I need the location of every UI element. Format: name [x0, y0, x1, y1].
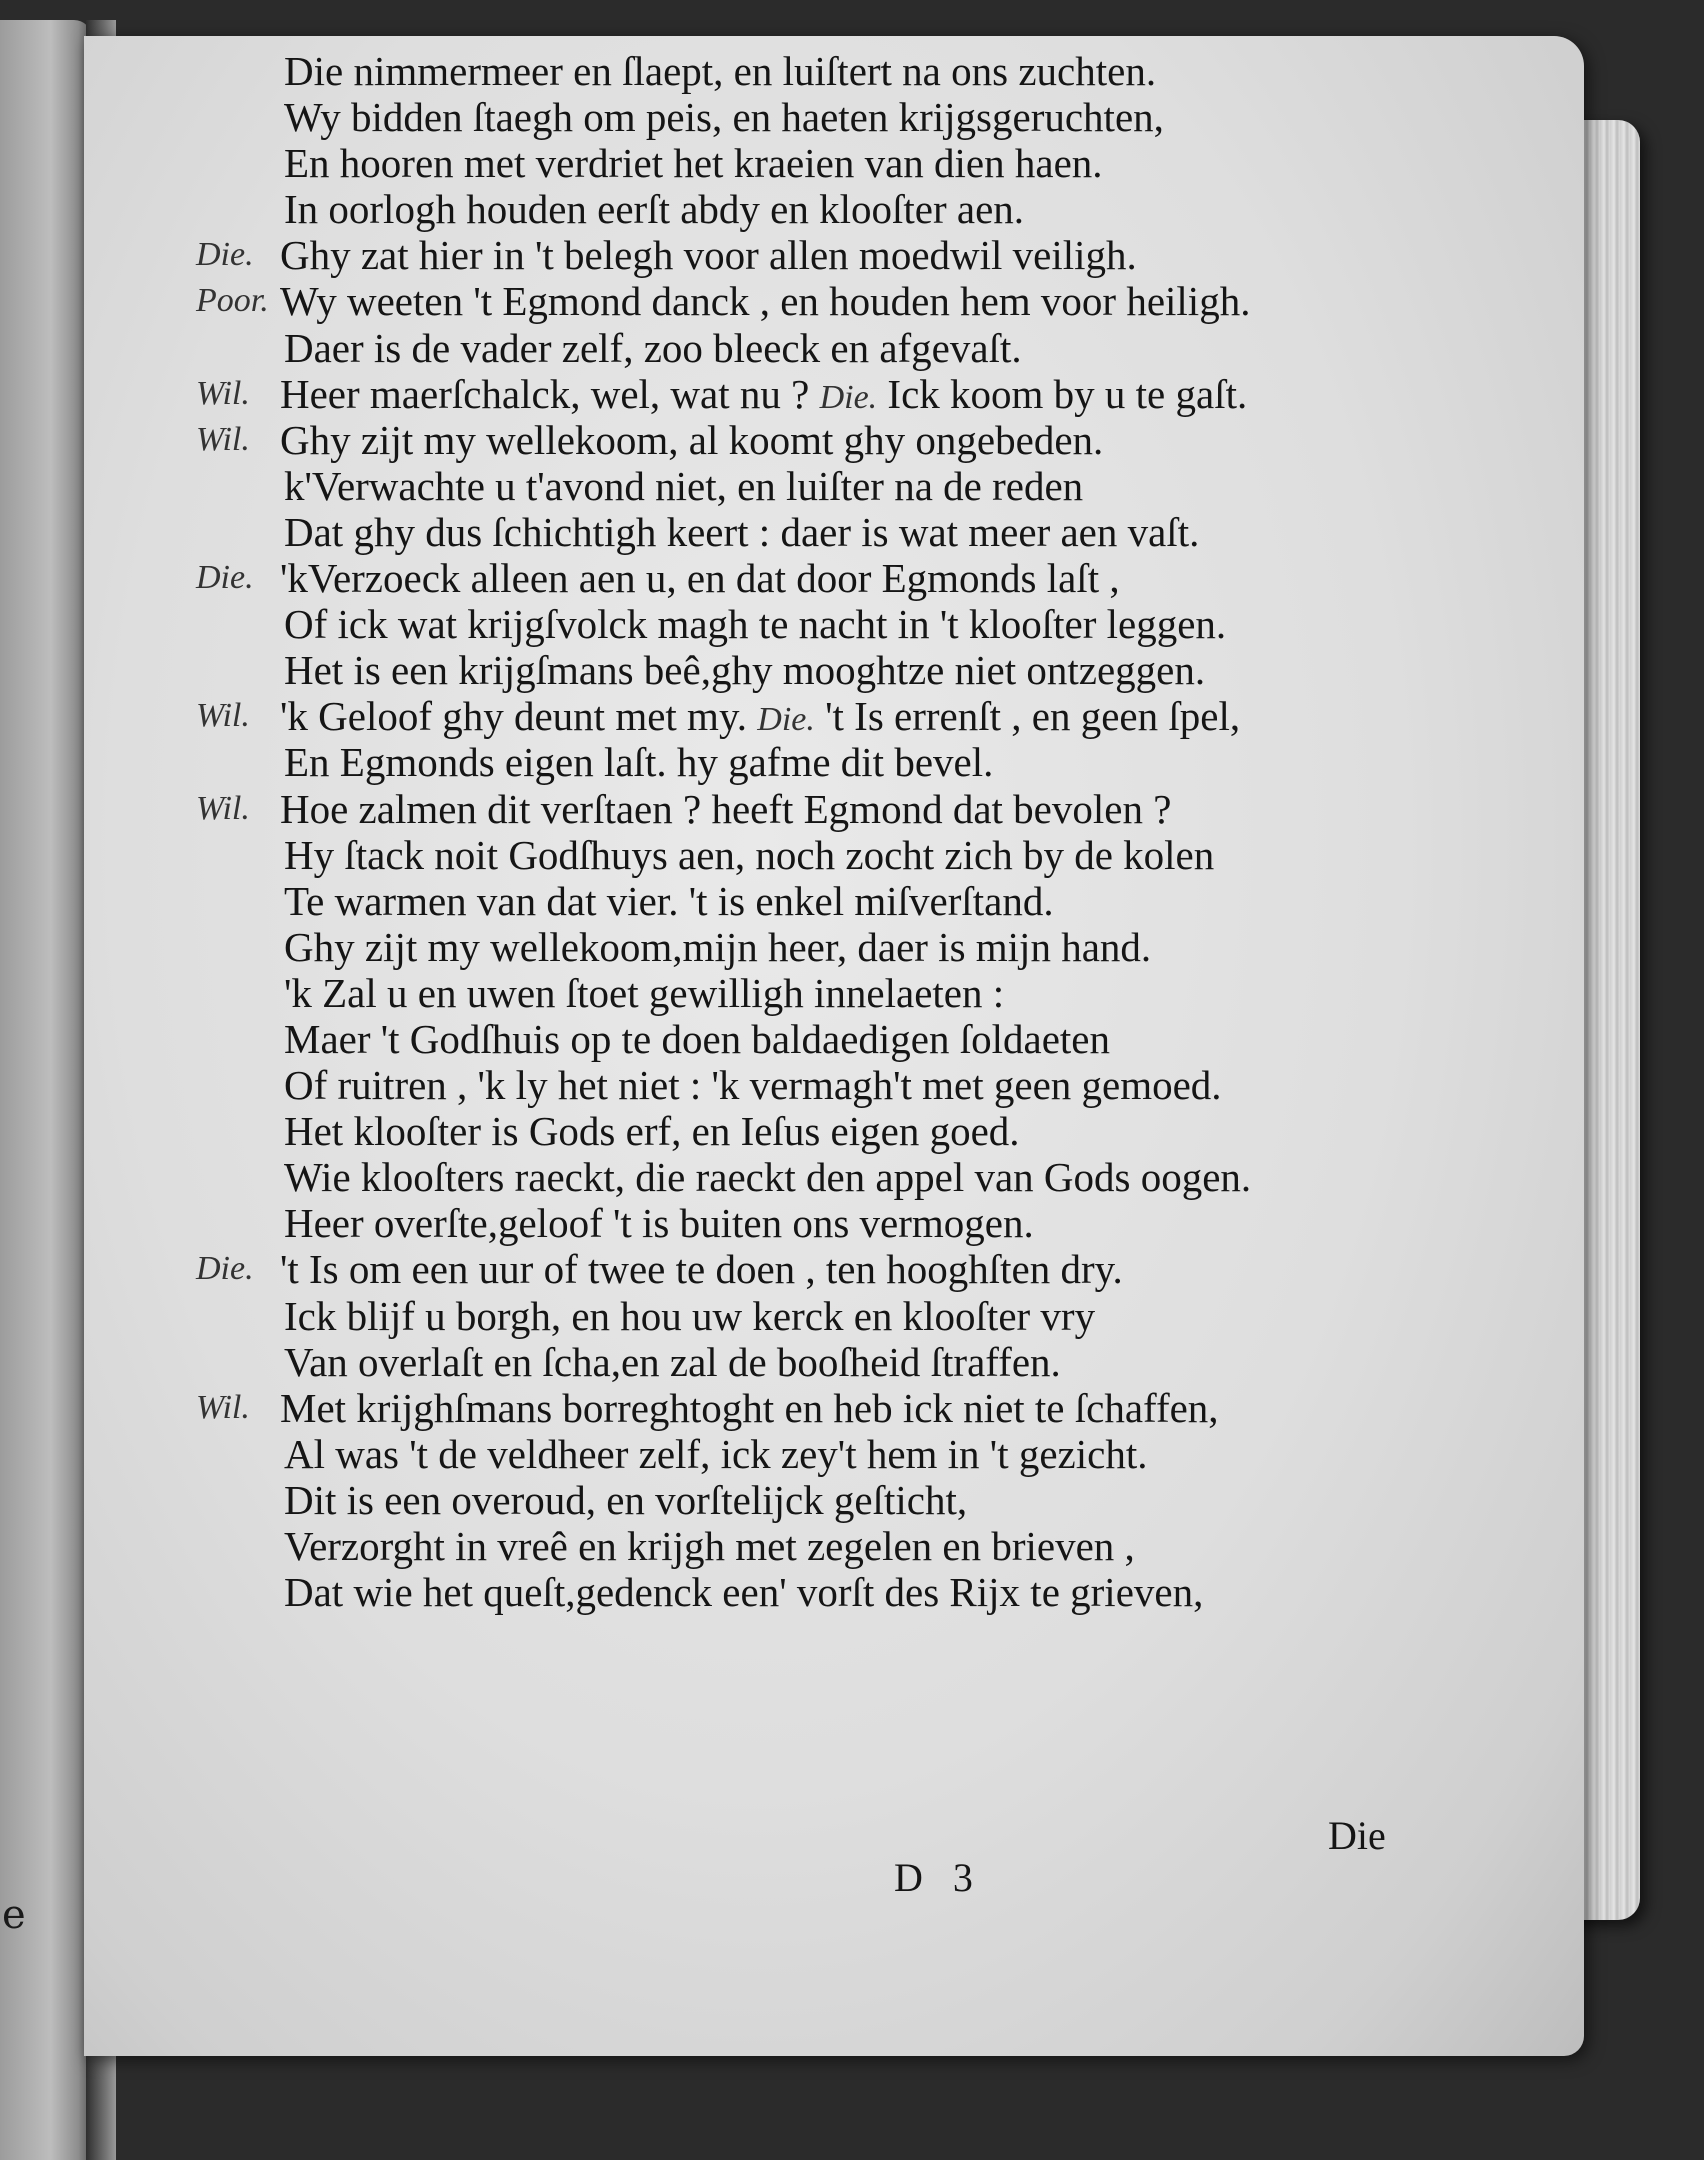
verse-line [196, 278, 1496, 324]
speaker-label: Die. [196, 1250, 254, 1288]
verse-text: Het is een krijgſmans beê,ghy mooghtze niet ontzeggen. [284, 647, 1206, 694]
catchword: Die [1328, 1813, 1386, 1858]
verse-line-content [284, 463, 1083, 509]
verse-line-content [284, 1477, 967, 1523]
verse-line [196, 1339, 1496, 1385]
verse-line [196, 1569, 1496, 1615]
verse-text: Of ruitren , 'k ly het niet : 'k vermagh't met geen gemoed. [284, 1062, 1222, 1109]
verse-line-content [284, 1200, 1034, 1246]
verse-line-content [280, 371, 1247, 421]
verse-line-content [284, 832, 1214, 878]
verse-line [196, 878, 1496, 924]
verse-line-content [284, 1154, 1251, 1200]
verse-line [196, 1523, 1496, 1569]
verse-line-content [284, 1016, 1110, 1062]
verse-line [196, 601, 1496, 647]
verse-line [196, 786, 1496, 832]
verse-line-content [284, 739, 993, 785]
verse-text: Hoe zalmen dit verſtaen ? heeft Egmond dat bevolen ? [280, 785, 1172, 832]
verse-line-content [280, 693, 1240, 743]
verse-text: Ick blijf u borgh, en hou uw kerck en klooſter vry [284, 1292, 1096, 1339]
verse-line [196, 325, 1496, 371]
speaker-label: Wil. [196, 697, 250, 735]
speaker-label: Wil. [196, 789, 250, 827]
verse-line-content [284, 878, 1054, 924]
verse-line [196, 463, 1496, 509]
speaker-label: Wil. [196, 420, 250, 458]
verse-line [196, 1200, 1496, 1246]
verse-line [196, 140, 1496, 186]
verse-line-content [284, 186, 1024, 232]
verse-line [196, 509, 1496, 555]
speaker-label: Wil. [196, 374, 250, 412]
verse-text: 'kVerzoeck alleen aen u, en dat door Egmonds laſt , [280, 555, 1120, 602]
verse-line [196, 1246, 1496, 1292]
verse-text: Van overlaſt en ſcha,en zal de booſheid ſtraffen. [284, 1338, 1061, 1385]
verse-line [196, 94, 1496, 140]
verse-line-content [284, 1293, 1095, 1339]
verse-line-content [284, 1569, 1203, 1615]
verse-text: Of ick wat krijgſvolck magh te nacht in 't klooſter leggen. [284, 601, 1227, 648]
verse-line-content [284, 1108, 1020, 1154]
verse-line-content [284, 1431, 1147, 1477]
verse-line-content [280, 232, 1137, 278]
verse-line-content [284, 1339, 1061, 1385]
verse-text-block [196, 48, 1496, 1615]
verse-text: Wy bidden ſtaegh om peis, en haeten krijgsgeruchten, [284, 94, 1164, 141]
verse-text: k'Verwachte u t'avond niet, en luiſter na de reden [284, 462, 1084, 509]
verse-line-content [284, 924, 1151, 970]
verse-text: Ghy zat hier in 't belegh voor allen moedwil veiligh. [280, 232, 1137, 279]
verse-text: Te warmen van dat vier. 't is enkel miſverſtand. [284, 877, 1054, 924]
verse-line-content [284, 1523, 1135, 1569]
verse-line [196, 693, 1496, 739]
verse-line [196, 371, 1496, 417]
verse-text: Hy ſtack noit Godſhuys aen, noch zocht zich by de kolen [284, 831, 1215, 878]
verse-text: Dat wie het queſt,gedenck een' vorſt des Rijx te grieven, [284, 1569, 1204, 1616]
verse-line-content [280, 786, 1171, 832]
verse-line [196, 647, 1496, 693]
verse-line [196, 739, 1496, 785]
verse-text: Die nimmermeer en ſlaept, en luiſtert na ons zuchten. [284, 48, 1157, 94]
verse-text: Dit is een overoud, en vorſtelijck geſticht, [284, 1476, 968, 1523]
verse-text: 'k Zal u en uwen ſtoet gewilligh innelaeten : [284, 969, 1005, 1016]
verse-line [196, 1154, 1496, 1200]
speaker-label: Die. [196, 236, 254, 274]
verse-line-content [284, 647, 1205, 693]
speaker-label: Die. [196, 559, 254, 597]
verse-text: Met krijghſmans borreghtoght en heb ick niet te ſchaffen, [280, 1384, 1219, 1431]
inline-speaker-label: Die. [757, 701, 815, 739]
verse-line [196, 1431, 1496, 1477]
verse-line [196, 970, 1496, 1016]
verse-line [196, 48, 1496, 94]
verse-line [196, 1016, 1496, 1062]
verse-text: Daer is de vader zelf, zoo bleeck en afgevaſt. [284, 324, 1022, 371]
left-page-edge-letter: e [2, 1892, 26, 1938]
verse-line-content [280, 278, 1250, 324]
verse-text: Ghy zijt my wellekoom, al koomt ghy ongebeden. [280, 416, 1104, 463]
verse-line [196, 555, 1496, 601]
verse-line-content [280, 555, 1120, 601]
verse-text: Heer maerſchalck, wel, wat nu ? [280, 370, 810, 417]
verse-text: Verzorght in vreê en krijgh met zegelen en brieven , [284, 1523, 1135, 1569]
inline-speaker-label: Die. [819, 378, 878, 416]
verse-line [196, 232, 1496, 278]
verse-text-after: Ick koom by u te gaſt. [887, 370, 1248, 417]
verse-line [196, 1062, 1496, 1108]
verse-line-content [284, 509, 1199, 555]
verse-line [196, 1477, 1496, 1523]
verse-line-content [280, 1246, 1123, 1292]
verse-line-content [284, 601, 1226, 647]
verse-line [196, 1108, 1496, 1154]
verse-text: Wie klooſters raeckt, die raeckt den appel van Gods oogen. [284, 1154, 1252, 1201]
verse-text: En hooren met verdriet het kraeien van dien haen. [284, 140, 1103, 187]
verse-line-content [280, 417, 1103, 463]
verse-line-content [284, 140, 1103, 186]
verse-line [196, 832, 1496, 878]
verse-text: 'k Geloof ghy deunt met my. [280, 693, 748, 740]
verse-text: En Egmonds eigen laſt. hy gafme dit bevel. [284, 739, 994, 786]
verse-line [196, 1385, 1496, 1431]
signature-mark: D 3 [894, 1855, 983, 1900]
verse-text: 't Is om een uur of twee te doen , ten hooghſten dry. [280, 1246, 1123, 1293]
verse-text: Het klooſter is Gods erf, en Ieſus eigen goed. [284, 1108, 1020, 1155]
speaker-label: Wil. [196, 1388, 250, 1426]
verse-line [196, 186, 1496, 232]
verse-text: Heer overſte,geloof 't is buiten ons vermogen. [284, 1200, 1034, 1247]
book-page [84, 36, 1584, 2056]
verse-text: Maer 't Godſhuis op te doen baldaedigen ſoldaeten [284, 1015, 1111, 1062]
verse-line-content [284, 970, 1004, 1016]
verse-text: Al was 't de veldheer zelf, ick zey't hem in 't gezicht. [284, 1430, 1148, 1477]
verse-text: Dat ghy dus ſchichtigh keert : daer is wat meer aen vaſt. [284, 508, 1200, 555]
verse-line [196, 924, 1496, 970]
verse-line [196, 417, 1496, 463]
verse-text: Ghy zijt my wellekoom,mijn heer, daer is mijn hand. [284, 923, 1152, 970]
verse-text: Wy weeten 't Egmond danck , en houden hem voor heiligh. [280, 278, 1251, 325]
left-page-fragment [0, 20, 92, 2160]
verse-line-content [284, 48, 1156, 94]
speaker-label: Poor. [196, 282, 269, 320]
verse-line-content [284, 325, 1022, 371]
verse-line-content [284, 94, 1164, 140]
verse-text-after: 't Is errenſt , en geen ſpel, [825, 693, 1241, 740]
verse-line-content [280, 1385, 1219, 1431]
verse-text: In oorlogh houden eerſt abdy en klooſter aen. [284, 186, 1025, 233]
verse-line [196, 1293, 1496, 1339]
verse-line-content [284, 1062, 1222, 1108]
